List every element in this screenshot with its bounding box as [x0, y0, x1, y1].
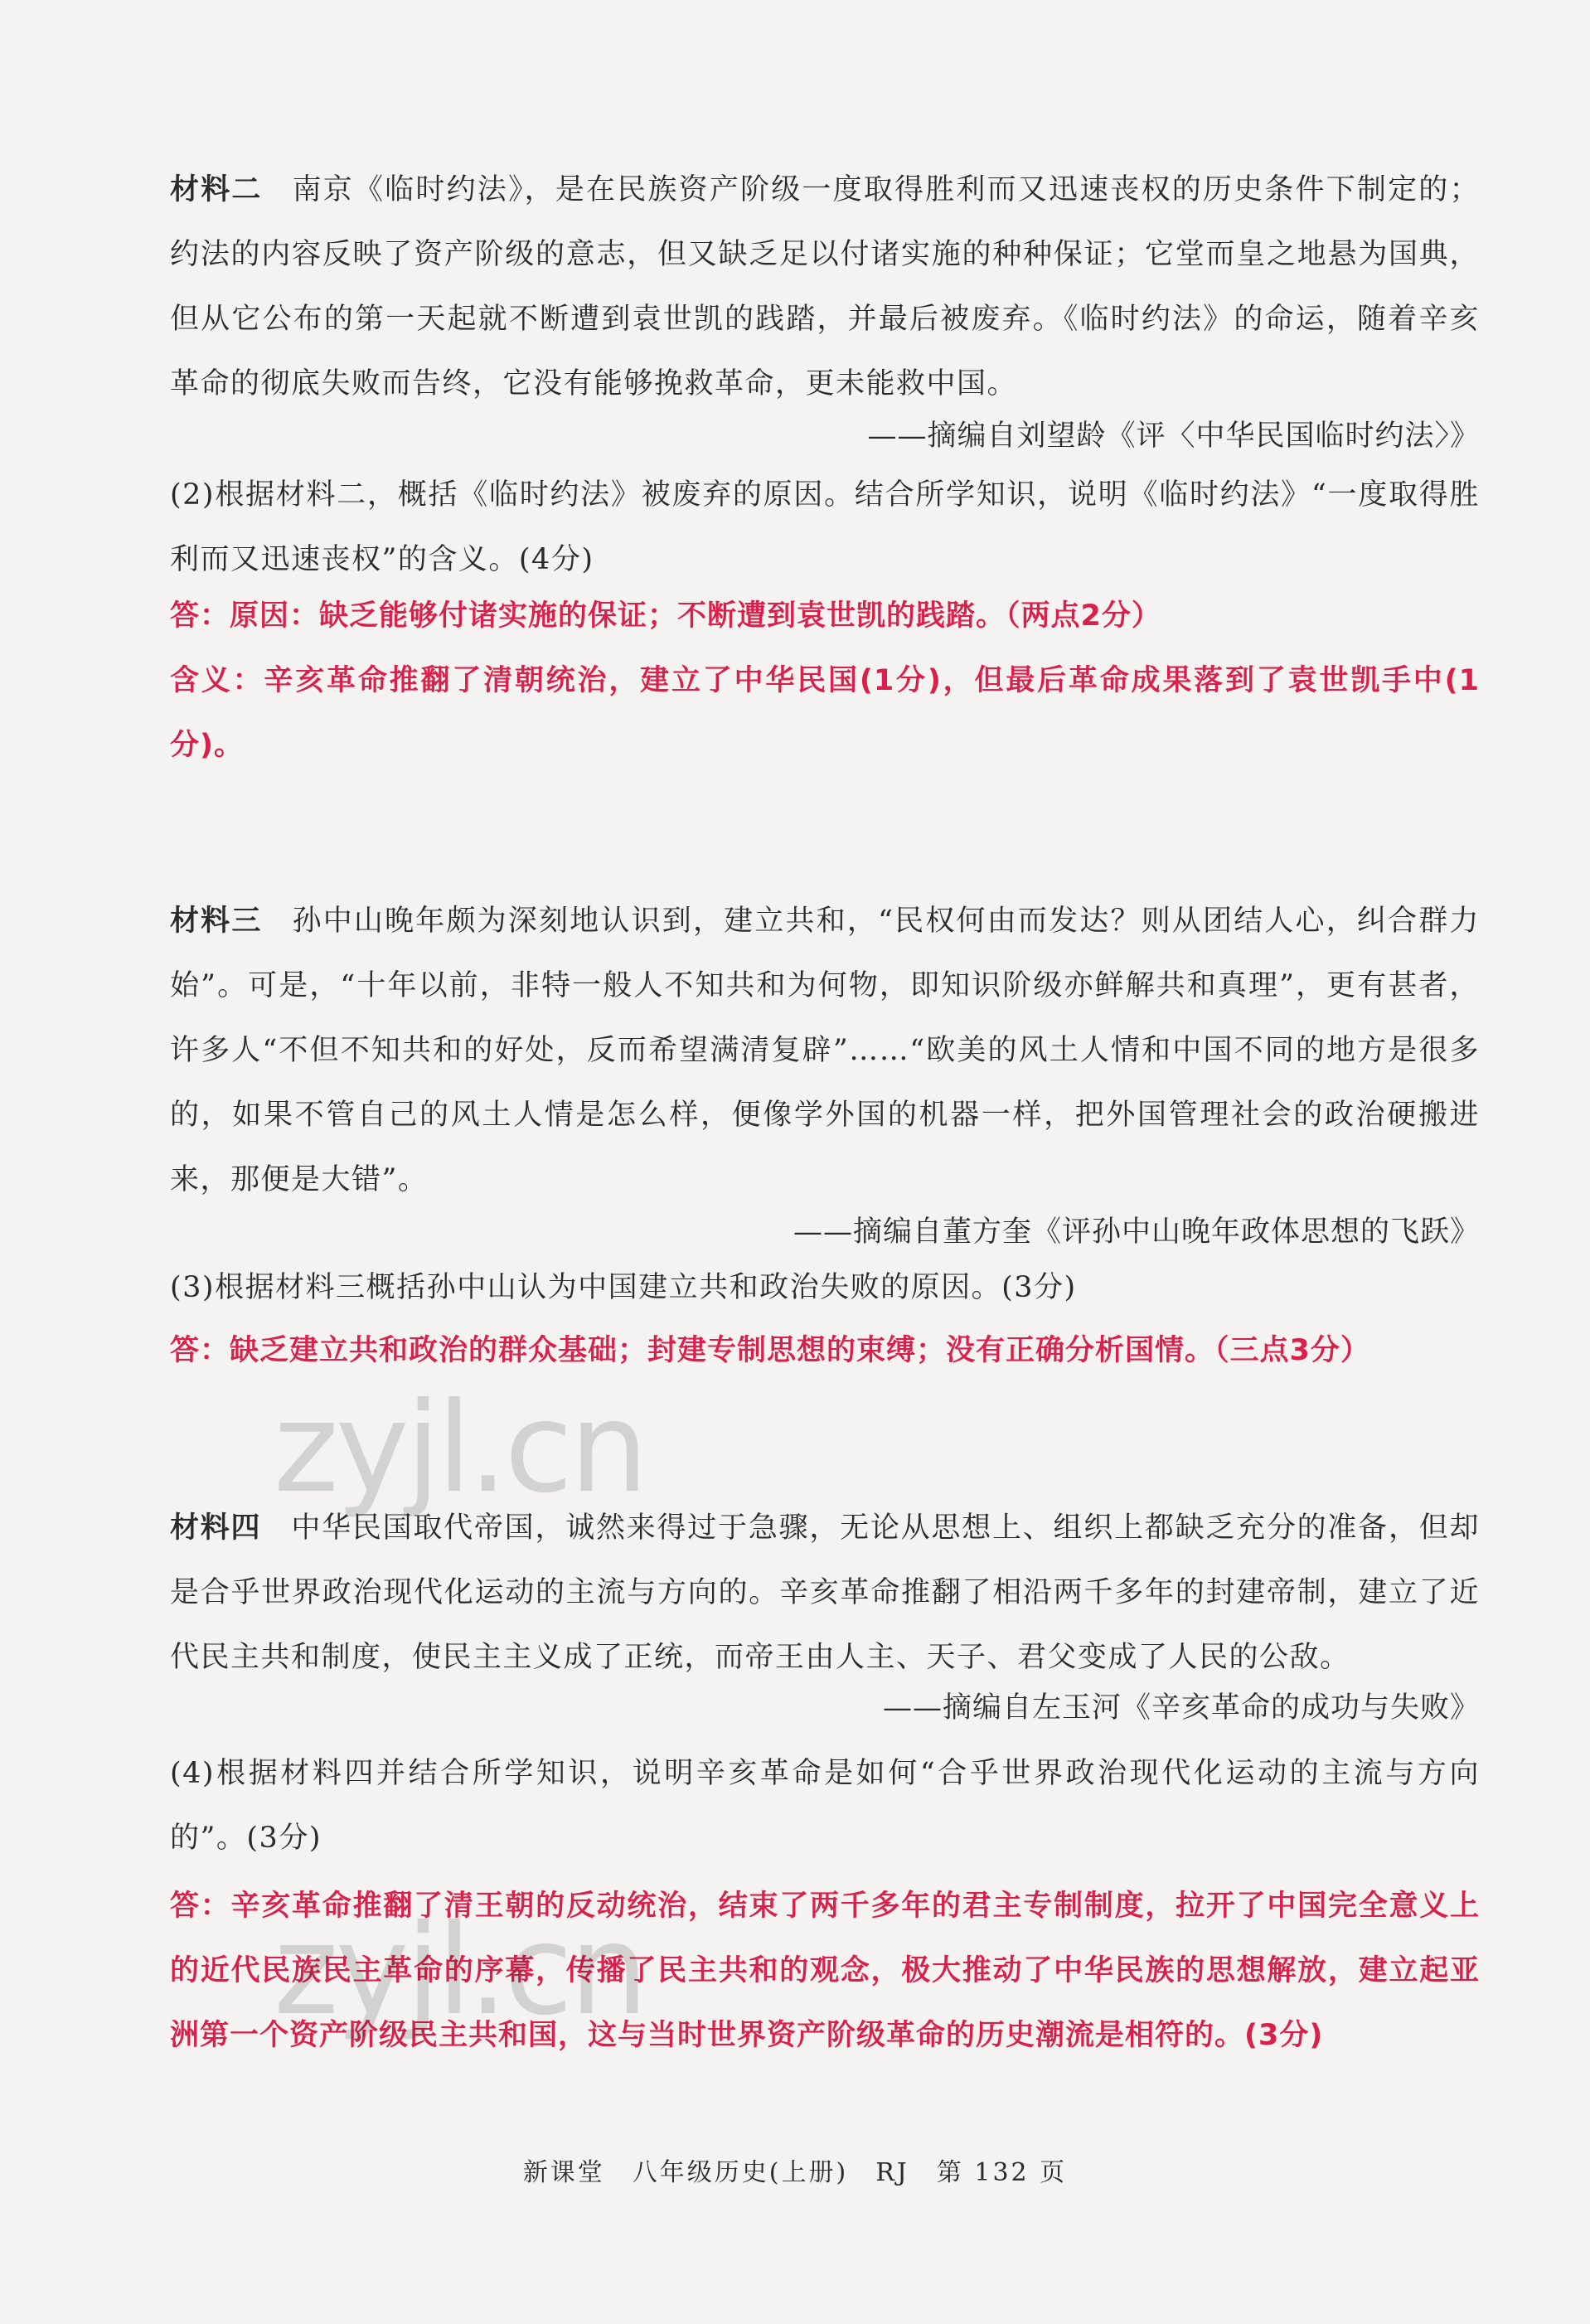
material-3-text: 孙中山晚年颇为深刻地认识到，建立共和，“民权何由而发达？则从团结人心，纠合群力始”。可是，“十年以前，非特一般人不知共和为何物，即知识阶级亦鲜解共和真理”，更有甚者，许多人“不但不知共和的好处，反而希望满清复辟”……“欧美的风土人情和中国不同的地方是很多的，如果不管自己的风土人情是怎么样，便像学外国的机器一样，把外国管理社会的政治硬搬进来，那便是大错”。: [170, 905, 1480, 1196]
material-4-source: ——摘编自左玉河《辛亥革命的成功与失败》: [882, 1691, 1480, 1725]
material-3-label: 材料三: [170, 905, 263, 938]
material-4-label: 材料四: [170, 1511, 262, 1545]
material-2-source: ——摘编自刘望龄《评〈中华民国临时约法〉》: [867, 420, 1480, 453]
material-2-text: 南京《临时约法》，是在民族资产阶级一度取得胜利而又迅速丧权的历史条件下制定的；约法的内容反映了资产阶级的意志，但又缺乏足以付诸实施的种种保证；它堂而皇之地悬为国典，但从它公布的第一天起就不断遭到袁世凯的践踏，并最后被废弃。《临时约法》的命运，随着辛亥革命的彻底失败而告终，它没有能够挽救革命，更未能救中国。: [170, 173, 1480, 400]
material-4-paragraph: [170, 1496, 1480, 1690]
material-2-label: 材料二: [170, 173, 263, 206]
question-3: (3)根据材料三概括孙中山认为中国建立共和政治失败的原因。(3分): [170, 1271, 1077, 1304]
answer-3: 答：缺乏建立共和政治的群众基础；封建专制思想的束缚；没有正确分析国情。（三点3分）: [170, 1334, 1370, 1367]
material-3-source: ——摘编自董方奎《评孙中山晚年政体思想的飞跃》: [793, 1215, 1480, 1249]
question-2: (2)根据材料二，概括《临时约法》被废弃的原因。结合所学知识，说明《临时约法》“一度取得胜利而又迅速丧权”的含义。(4分): [170, 478, 1480, 576]
question-4: (4)根据材料四并结合所学知识，说明辛亥革命是如何“合乎世界政治现代化运动的主流与方向的”。(3分): [170, 1757, 1480, 1855]
answer-2-meaning: 含义：辛亥革命推翻了清朝统治，建立了中华民国(1分)，但最后革命成果落到了袁世凯手中(1分)。: [170, 664, 1480, 762]
material-4-text: 中华民国取代帝国，诚然来得过于急骤，无论从思想上、组织上都缺乏充分的准备，但却是合乎世界政治现代化运动的主流与方向的。辛亥革命推翻了相沿两千多年的封建帝制，建立了近代民主共和制度，使民主主义成了正统，而帝王由人主、天子、君父变成了人民的公敌。: [170, 1511, 1480, 1674]
page-footer: 新课堂 八年级历史(上册) RJ 第 132 页: [522, 2158, 1068, 2187]
watermark-top: zyjl.cn: [274, 1376, 646, 1521]
material-2-paragraph: [170, 158, 1480, 416]
watermark-bottom: zyjl.cn: [274, 1899, 646, 2043]
material-3-paragraph: [170, 889, 1480, 1212]
answer-2-reason: 答：原因：缺乏能够付诸实施的保证；不断遭到袁世凯的践踏。（两点2分）: [170, 599, 1161, 633]
answer-4: 答：辛亥革命推翻了清王朝的反动统治，结束了两千多年的君主专制制度，拉开了中国完全意义上的近代民族民主革命的序幕，传播了民主共和的观念，极大推动了中华民族的思想解放，建立起亚洲第一个资产阶级民主共和国，这与当时世界资产阶级革命的历史潮流是相符的。(3分): [170, 1890, 1480, 2052]
